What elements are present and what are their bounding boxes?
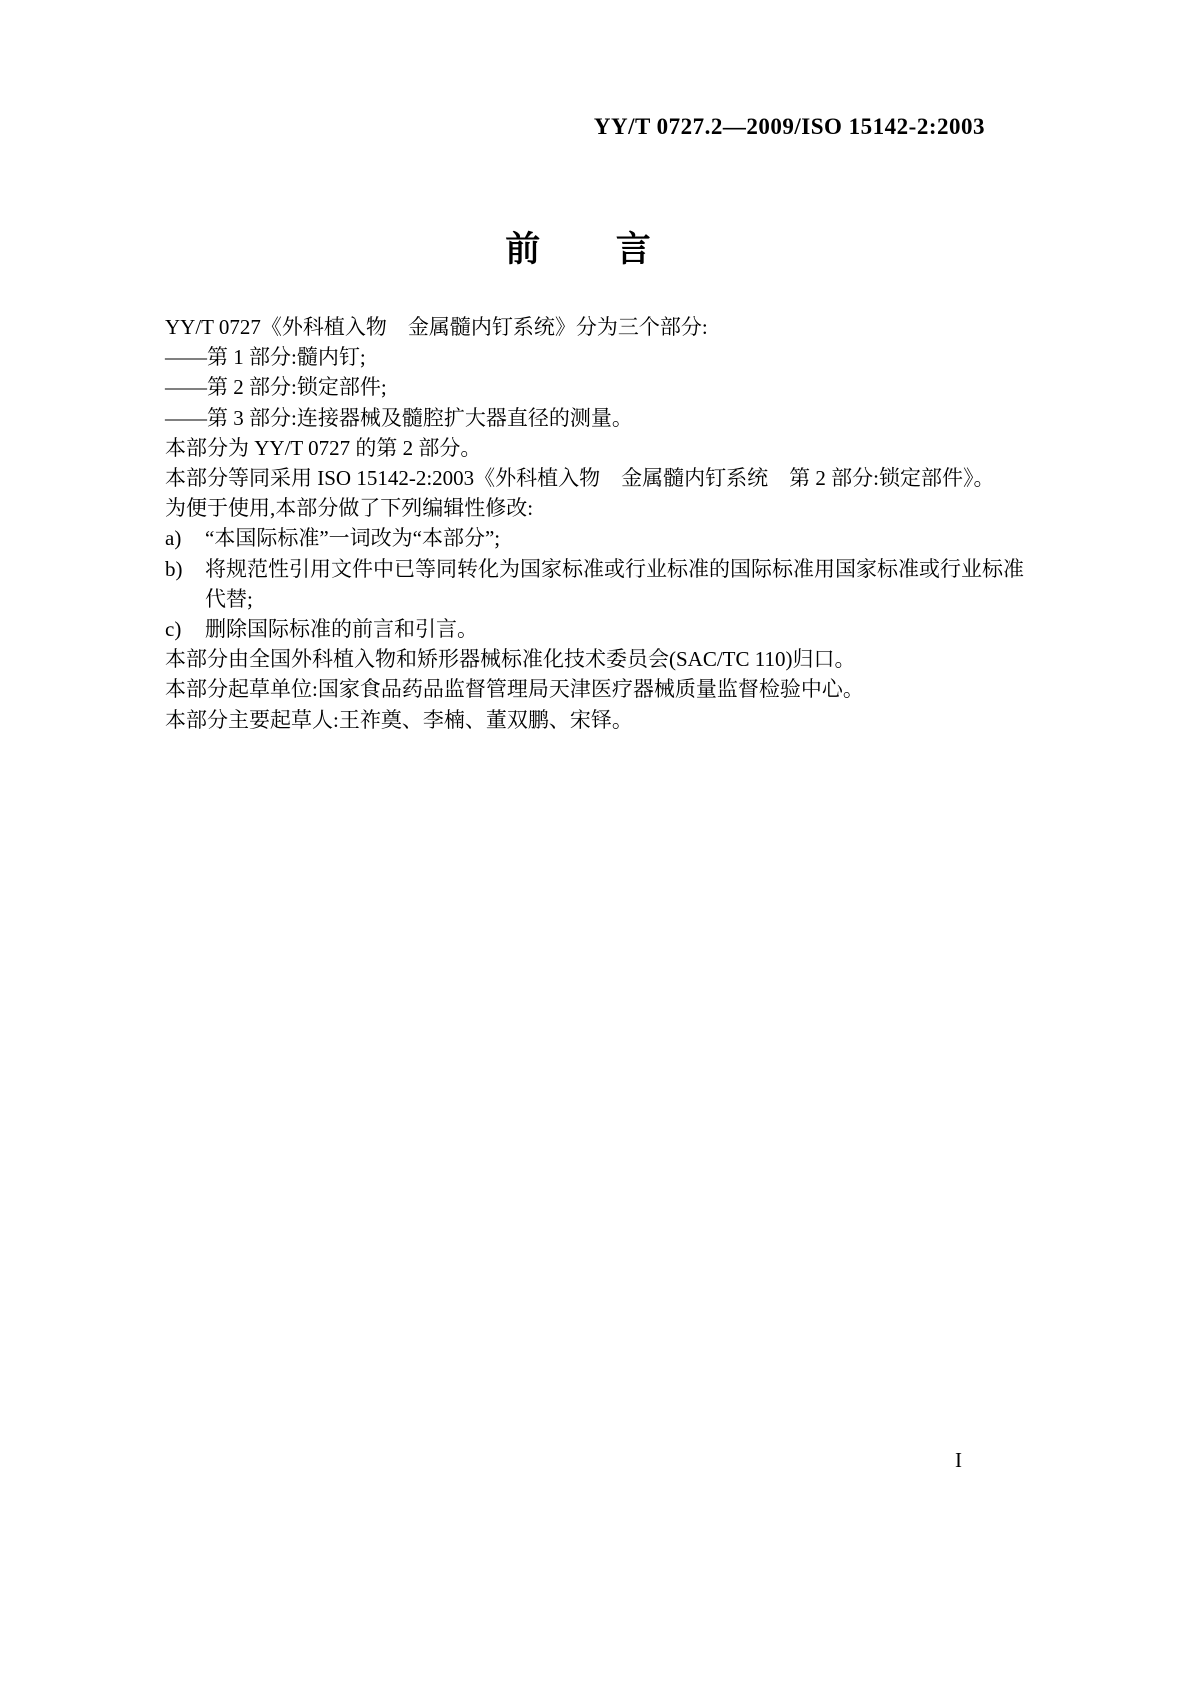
page-number: I — [955, 1448, 962, 1472]
list-item-b-continuation: 代替; — [205, 586, 253, 611]
standard-number-header: YY/T 0727.2—2009/ISO 15142-2:2003 — [593, 114, 985, 139]
list-marker-a: a) — [165, 526, 182, 551]
paragraph-editorial-intro: 为便于使用,本部分做了下列编辑性修改: — [165, 496, 534, 521]
foreword-body — [165, 312, 1024, 735]
list-item-a-text: “本国际标准”一词改为“本部分”; — [205, 526, 501, 551]
paragraph-committee: 本部分由全国外科植入物和矫形器械标准化技术委员会(SAC/TC 110)归口。 — [165, 647, 856, 672]
paragraph-drafters: 本部分主要起草人:王祚奠、李楠、董双鹏、宋铎。 — [165, 707, 633, 732]
page-title — [165, 222, 991, 272]
list-item-b-text: 将规范性引用文件中已等同转化为国家标准或行业标准的国际标准用国家标准或行业标准 — [205, 556, 1024, 581]
list-item-a — [165, 523, 992, 553]
list-marker-b: b) — [165, 556, 183, 581]
page-title-char-right: 言 — [615, 230, 651, 269]
list-item-part2: ——第 2 部分:锁定部件; — [165, 375, 387, 400]
list-marker-c: c) — [165, 617, 182, 642]
list-item-part1: ——第 1 部分:髓内钉; — [165, 345, 366, 370]
paragraph-iso-adoption: 本部分等同采用 ISO 15142-2:2003《外科植入物 金属髓内钉系统 第 2 部分:锁定部件》。 — [165, 466, 995, 491]
page-title-char-left: 前 — [505, 230, 541, 269]
paragraph-scope: YY/T 0727《外科植入物 金属髓内钉系统》分为三个部分: — [165, 315, 708, 339]
list-item-c — [165, 614, 992, 644]
paragraph-this-part: 本部分为 YY/T 0727 的第 2 部分。 — [165, 435, 482, 460]
list-item-b — [165, 554, 1024, 584]
paragraph-drafting-organization: 本部分起草单位:国家食品药品监督管理局天津医疗器械质量监督检验中心。 — [165, 677, 864, 702]
list-item-part3: ——第 3 部分:连接器械及髓腔扩大器直径的测量。 — [165, 405, 633, 430]
list-item-c-text: 删除国际标准的前言和引言。 — [205, 617, 478, 642]
